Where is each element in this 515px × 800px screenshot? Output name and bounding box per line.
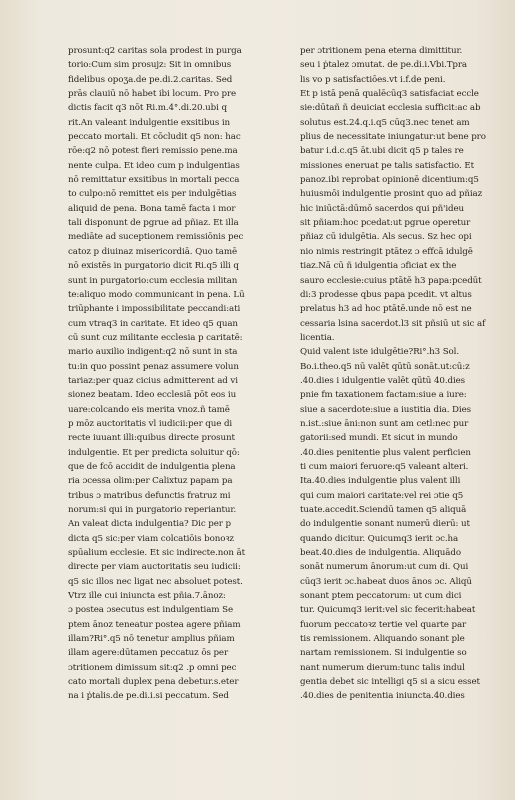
- text-line: nartam remissionem. Si indulgentie so: [300, 648, 467, 659]
- text-line: Quid valent iste idulgētie?Ri°.h3 Sol.: [300, 347, 460, 358]
- text-line: sie:dūtañ ñ deuiciat ecclesia sufficit:ac ab: [300, 103, 481, 114]
- text-line: seu i ṗtalez ɔmutat. de pe.di.i.Vbi.Tpra: [300, 60, 468, 71]
- text-line: do indulgentie sonant numerū dierū: ut: [300, 519, 470, 530]
- text-line: huiusmōi indulgentie prosint quo ad pñiaz: [300, 189, 483, 200]
- text-line: dictis facit q3 nōt Ri.m.4°.di.20.ubi q: [68, 103, 227, 114]
- text-line: illam?Ri°.q5 nō tenetur amplius pñiam: [68, 634, 235, 645]
- text-line: gatorii:sed mundi. Et sicut in mundo: [300, 433, 458, 444]
- text-line: uare:colcando eis merita vnoz.ñ tamē: [68, 404, 230, 415]
- text-line: An valeat dicta indulgentia? Dic per p: [68, 519, 231, 530]
- text-line: ɔ postea ɔsecutus est indulgentiam Se: [68, 605, 233, 616]
- text-line: recte iuuant illi:quibus directe prosunt: [68, 433, 235, 444]
- text-line: n.ist.:siue āni:non sunt am cetl:nec pur: [300, 418, 469, 429]
- text-line: tu:in quo possint penaz assumere volun: [68, 361, 239, 372]
- text-line: gentia debet sic intelligi q5 si a sicu esset: [300, 677, 480, 688]
- text-line: tis remissionem. Aliquando sonant ple: [300, 634, 465, 645]
- text-line: mediāte ad suceptionem remissiōnis pec: [68, 232, 244, 243]
- text-line: per ɔtritionem pena eterna dimittitur.: [300, 46, 463, 56]
- text-line: tiaz.Nā cū ñ idulgentia ɔficiat ex the: [300, 261, 457, 272]
- text-line: qui cum maiori caritate:vel rei ɔtie q5: [300, 490, 464, 501]
- text-line: sonant ptem peccatorum: ut cum dici: [300, 591, 462, 602]
- text-line: q5 sic illos nec ligat nec absoluet potest.: [68, 576, 243, 587]
- text-line: ptem ānoz teneatur postea agere pñiam: [68, 619, 241, 630]
- text-line: norum:si qui in purgatorio reperiantur.: [68, 505, 237, 515]
- text-line: tuate.accedit.Sciendū tamen q5 aliquā: [300, 505, 467, 515]
- text-line: siue a sacerdote:siue a iustitia dia. Dies: [300, 404, 471, 415]
- text-line: solutus est.24.q.i.q5 cūq3.nec tenet am: [300, 117, 470, 128]
- text-line: spūalium ecclesie. Et sic indirecte.non āt: [68, 548, 246, 559]
- text-line: beat.40.dies de indulgentia. Aliquādo: [300, 548, 461, 559]
- text-line: nio nimis restringit ptātez ɔ effcā idulgē: [300, 246, 473, 257]
- text-line: licentia.: [300, 332, 335, 343]
- left-text-column: [68, 44, 288, 704]
- text-line: mario auxilio indigent:q2 nō sunt in sta: [68, 347, 238, 358]
- text-line: sit pñiam:hoc pcedat:ut pgrue operetur: [300, 218, 471, 229]
- text-line: sauro ecclesie:cuius ptātē h3 papa:pcedūt: [300, 275, 482, 286]
- text-line: tur. Quicumq3 ierit:vel sic fecerit:habeat: [300, 605, 476, 616]
- text-line: p mōz auctoritatis vl iudicii:per que di: [68, 418, 233, 429]
- text-line: pnie fm taxationem factam:siue a iure:: [300, 390, 467, 401]
- text-line: missiones eneruat pe talis satisfactio. Et: [300, 160, 474, 171]
- text-line: cūq3 ierit ɔc.habeat duos ānos ɔc. Aliqū: [300, 576, 472, 587]
- text-line: ti cum maiori feruore:q5 valeant alteri.: [300, 461, 469, 472]
- text-line: aliquid de pena. Bona tamē facta i mor: [68, 203, 236, 214]
- text-line: triūphante i impossibilitate peccandi:ati: [68, 304, 241, 315]
- text-line: cū sunt cuz militante ecclesia p caritatē:: [68, 332, 243, 343]
- text-line: illam agere:dūtamen peccatuz ōs per: [68, 648, 229, 659]
- text-line: rit.An valeant indulgentie exsitibus in: [68, 117, 231, 128]
- text-line: prās clauiū nō habet ibi locum. Pro pre: [68, 89, 237, 100]
- text-line: Ita.40.dies indulgentie plus valent illi: [300, 476, 461, 487]
- text-line: ria ɔcessa olim:per Calixtuz papam pa: [68, 476, 233, 487]
- text-line: nente culpa. Et ideo cum p indulgentias: [68, 160, 240, 171]
- text-line: prosunt:q2 caritas sola prodest in purga: [68, 46, 242, 56]
- text-line: dicta q5 sic:per viam colcatiōis bonoꝛz: [68, 533, 234, 544]
- text-line: te:aliquo modo communicant in pena. Lū: [68, 289, 245, 300]
- text-line: di:3 prodesse qbus papa pcedit. vt altus: [300, 289, 472, 300]
- text-line: que de fcō accidit de indulgentia plena: [68, 461, 236, 472]
- text-line: nant numerum dierum:tunc talis indul: [300, 662, 465, 673]
- text-line: to culpo:nō remittet eis per indulgētias: [68, 189, 237, 200]
- text-line: directe per viam auctoritatis seu iudicii:: [68, 562, 241, 573]
- text-line: .40.dies de penitentia iniuncta.40.dies: [300, 691, 465, 702]
- text-line: cessaria lsina sacerdot.l3 sit pñsiū ut sic af: [300, 318, 486, 329]
- text-line: fidelibus opoʒa.de pe.di.2.caritas. Sed: [68, 74, 233, 85]
- text-line: nō remittatur exsitibus in mortali pecca: [68, 175, 240, 186]
- text-line: torio:Cum sim prosujz: Sit in omnibus: [68, 60, 232, 71]
- text-line: Et p istā penā qualēcūq3 satisfaciat eccle: [300, 89, 479, 100]
- text-line: peccato mortali. Et cōcludit q5 non: hac: [68, 132, 241, 143]
- text-line: ɔtritionem dimissum sit:q2 .p omni pec: [68, 662, 237, 673]
- text-line: cum vtraq3 in caritate. Et ideo q5 quan: [68, 318, 238, 329]
- text-line: .40.dies penitentie plus valent perficien: [300, 447, 471, 458]
- text-line: rōe:q2 nō potest fieri remissio pene.ma: [68, 146, 238, 157]
- text-line: prelatus h3 ad hoc ptātē.unde nō est ne: [300, 304, 472, 315]
- text-line: Vtrz ille cui iniuncta est pñia.7.ānoz:: [68, 591, 226, 602]
- text-line: tali disponunt de pgrue ad pñiaz. Et illa: [68, 218, 239, 229]
- text-line: na i ṗtalis.de pe.di.i.si peccatum. Sed: [68, 691, 229, 702]
- text-line: hic iniūctā:dūmō sacerdos qui pñ'ideu: [300, 203, 465, 214]
- text-line: fuorum peccatoꝛz tertie vel quarte par: [300, 619, 467, 630]
- text-line: .40.dies i idulgentie valēt qūtū 40.dies: [300, 375, 466, 386]
- text-line: tribus ɔ matribus defunctis fratruz mi: [68, 490, 231, 501]
- text-line: pñiaz cū idulgētia. Als secus. Sz hec opi: [300, 232, 472, 243]
- right-text-column: [300, 44, 510, 704]
- text-line: plius de necessitate iniungatur:ut bene pro: [300, 132, 486, 143]
- text-line: sunt in purgatorio:cum ecclesia militan: [68, 275, 238, 286]
- text-line: catoz p diuinaz misericordiā. Quo tamē: [68, 246, 238, 257]
- text-line: quando dicitur. Quicumq3 ierit ɔc.ha: [300, 533, 459, 544]
- text-line: sonāt numerum ānorum:ut cum di. Qui: [300, 562, 469, 573]
- text-line: tariaz:per quaz cicius admitterent ad vi: [68, 375, 238, 386]
- text-line: nō existēs in purgatorio dicit Ri.q5 illi q: [68, 261, 239, 272]
- text-line: panoz.ibi reprobat opinionē dicentium:q5: [300, 175, 479, 186]
- text-line: sionez beatam. Ideo ecclesiā pōt eos iu: [68, 390, 237, 401]
- text-line: cato mortali duplex pena debetur.s.eter: [68, 677, 239, 688]
- text-line: indulgentie. Et per predicta soluitur qō:: [68, 447, 240, 458]
- text-line: Bo.i.theo.q5 nū valēt qūtū sonāt.ut:cū:z: [300, 361, 470, 372]
- text-line: lis vo p satisfactiōes.vt i.f.de peni.: [300, 74, 446, 85]
- text-line: batur i.d.c.q5 āt.ubi dicit q5 p tales re: [300, 146, 464, 157]
